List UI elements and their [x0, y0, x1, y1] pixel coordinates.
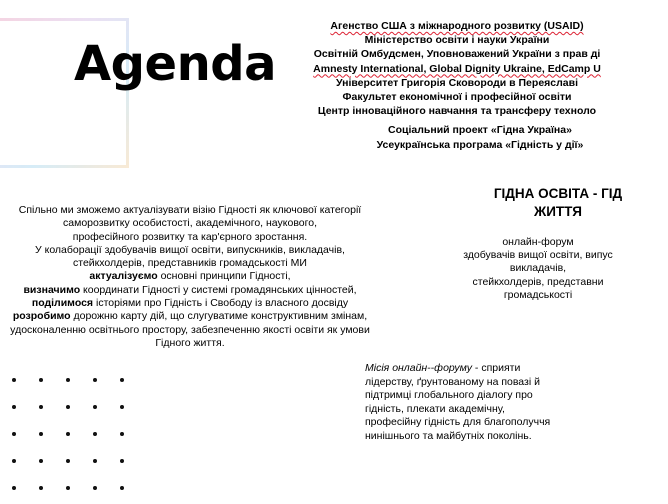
- decorative-dot: [120, 459, 124, 463]
- decorative-dot: [39, 378, 43, 382]
- decorative-dot: [120, 378, 124, 382]
- decorative-dot: [66, 432, 70, 436]
- org-center: Центр інноваційного навчання та трансферу техноло: [317, 105, 597, 118]
- organizations-list: [272, 19, 642, 118]
- forum-desc-line: стейкхолдерів, представни: [472, 275, 604, 288]
- forum-heading-line-2: ЖИТТЯ: [534, 204, 582, 219]
- project-line-1: Соціальний проект «Гідна Україна»: [388, 124, 572, 136]
- decorative-dot: [12, 459, 16, 463]
- intro-bold-word: поділимося: [31, 297, 94, 310]
- decorative-dot: [120, 486, 124, 490]
- forum-heading-line-1: ГІДНА ОСВІТА - ГІД: [493, 186, 623, 201]
- org-usaid-text: Агенство США з міжнародного розвитку (USAID): [330, 20, 584, 32]
- mission-line: професійну гідність для благополуччя: [365, 416, 551, 429]
- decorative-dot: [12, 432, 16, 436]
- intro-line: [0, 284, 390, 297]
- intro-line: [0, 310, 390, 323]
- forum-desc-line: онлайн-форум: [502, 236, 574, 248]
- intro-line: професійного розвитку та кар'єрного зростання.: [72, 230, 308, 243]
- intro-line: удосконаленню освітнього простору, забезпеченню якості освіти як умови: [10, 323, 370, 336]
- decorative-dot: [39, 405, 43, 409]
- decorative-dot: [66, 459, 70, 463]
- org-usaid: [272, 19, 642, 33]
- decorative-dot-grid: [12, 378, 124, 490]
- decorative-dot: [12, 378, 16, 382]
- intro-line: [0, 270, 390, 283]
- org-ombudsman: Освітній Омбудсмен, Уповноважений України з прав ді: [313, 48, 601, 61]
- decorative-dot: [39, 486, 43, 490]
- mission-line: підтримці глобального діалогу про: [365, 389, 533, 402]
- decorative-dot: [12, 405, 16, 409]
- mission-line: лідерству, ґрунтованому на повазі й: [365, 375, 540, 388]
- mission-line: нинішнього та майбутніх поколінь.: [365, 429, 532, 442]
- decorative-dot: [12, 486, 16, 490]
- intro-line: стейкхолдерів, представників громадськості МИ: [73, 257, 307, 270]
- project-line-2: Усеукраїнська програма «Гідність у дії»: [376, 138, 584, 151]
- decorative-dot: [93, 378, 97, 382]
- mission-line-rest: - сприяти: [471, 362, 521, 374]
- agenda-title: Agenda: [74, 36, 276, 92]
- intro-line-rest: історіями про Гідність і Свободу із власного досвіду: [93, 297, 349, 310]
- intro-paragraph: [0, 204, 390, 350]
- decorative-dot: [39, 459, 43, 463]
- decorative-dot: [66, 405, 70, 409]
- org-partners: [272, 62, 642, 76]
- decorative-dot: [93, 405, 97, 409]
- forum-desc-line: викладачів,: [509, 262, 567, 275]
- decorative-dot: [93, 432, 97, 436]
- decorative-dot: [120, 405, 124, 409]
- mission-line: [365, 362, 565, 376]
- intro-bold-word: актуалізуємо: [89, 270, 158, 283]
- org-ministry: Міністерство освіти і науки України: [364, 34, 550, 47]
- intro-line-rest: дорожню карту дій, що слугуватиме конструктивним змінам,: [70, 310, 368, 323]
- org-university: Університет Григорія Сковороди в Переяславі: [335, 76, 579, 89]
- intro-line-rest: основні принципи Гідності,: [157, 270, 291, 283]
- intro-bold-word: розробимо: [12, 310, 71, 323]
- project-block: [300, 123, 660, 152]
- mission-label: Місія онлайн--форуму: [365, 362, 472, 374]
- intro-line: саморозвитку особистості, академічного, наукового,: [63, 217, 317, 230]
- intro-line-rest: координати Гідності у системі громадянських цінностей,: [80, 283, 357, 296]
- mission-line: гідність, плекати академічну,: [365, 402, 505, 415]
- forum-desc-line: здобувачів вищої освіти, випус: [463, 249, 613, 262]
- decorative-dot: [93, 459, 97, 463]
- forum-heading: [448, 185, 668, 221]
- forum-description: [438, 236, 638, 302]
- forum-desc-line: громадськості: [503, 288, 573, 301]
- decorative-dot: [93, 486, 97, 490]
- decorative-dot: [66, 378, 70, 382]
- decorative-dot: [66, 486, 70, 490]
- decorative-dot: [39, 432, 43, 436]
- intro-line: Спільно ми зможемо актуалізувати візію Гідності як ключової категорії: [18, 204, 362, 216]
- decorative-dot: [120, 432, 124, 436]
- intro-line: Гідного життя.: [155, 336, 225, 349]
- intro-line: [0, 297, 390, 310]
- mission-paragraph: [365, 362, 565, 444]
- intro-line: У колаборації здобувачів вищої освіти, випускників, викладачів,: [35, 243, 345, 256]
- org-partners-text: Amnesty International, Global Dignity Ukraine, EdCamp U: [313, 62, 601, 75]
- org-faculty: Факультет економічної і професійної освіти: [342, 91, 572, 104]
- intro-bold-word: визначимо: [23, 283, 81, 296]
